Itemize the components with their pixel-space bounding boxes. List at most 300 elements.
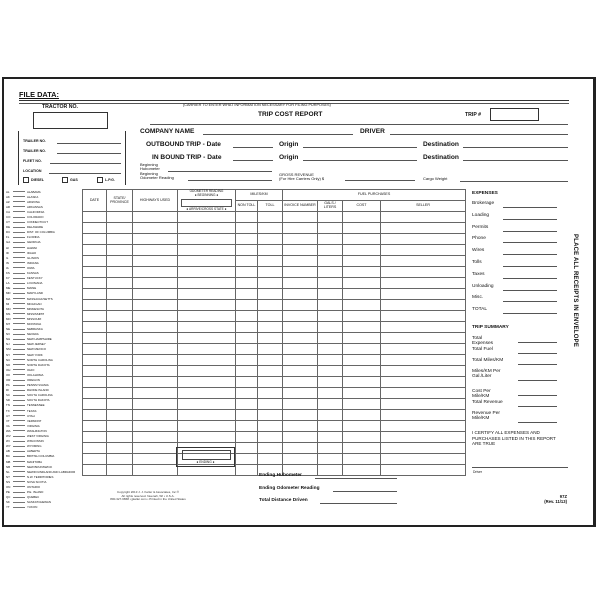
table-cell[interactable] xyxy=(83,344,107,355)
table-cell[interactable] xyxy=(381,443,466,454)
table-cell[interactable] xyxy=(283,245,318,256)
table-cell[interactable] xyxy=(258,289,283,300)
table-cell[interactable] xyxy=(343,355,381,366)
table-cell[interactable] xyxy=(283,289,318,300)
outbound-origin-input[interactable] xyxy=(303,147,417,148)
table-cell[interactable] xyxy=(107,311,133,322)
table-cell[interactable] xyxy=(343,421,381,432)
table-cell[interactable] xyxy=(343,388,381,399)
state-line[interactable] xyxy=(13,308,25,309)
table-cell[interactable] xyxy=(107,465,133,476)
table-cell[interactable] xyxy=(83,234,107,245)
table-cell[interactable] xyxy=(107,278,133,289)
table-cell[interactable] xyxy=(133,289,178,300)
expense-input[interactable] xyxy=(503,231,557,232)
table-cell[interactable] xyxy=(133,300,178,311)
state-line[interactable] xyxy=(13,257,25,258)
table-cell[interactable] xyxy=(283,234,318,245)
state-line[interactable] xyxy=(13,191,25,192)
table-cell[interactable] xyxy=(343,410,381,421)
table-cell[interactable] xyxy=(133,454,178,465)
table-cell[interactable] xyxy=(236,355,258,366)
table-cell[interactable] xyxy=(107,410,133,421)
trailer2-input[interactable] xyxy=(57,153,121,154)
table-cell[interactable] xyxy=(133,212,178,223)
expense-input[interactable] xyxy=(503,278,557,279)
table-cell[interactable] xyxy=(258,245,283,256)
table-cell[interactable] xyxy=(83,256,107,267)
table-cell[interactable] xyxy=(133,278,178,289)
table-cell[interactable] xyxy=(83,223,107,234)
table-cell[interactable] xyxy=(236,399,258,410)
table-cell[interactable] xyxy=(343,223,381,234)
table-cell[interactable] xyxy=(236,388,258,399)
table-cell[interactable] xyxy=(178,245,236,256)
location-input[interactable] xyxy=(49,173,121,174)
table-cell[interactable] xyxy=(236,267,258,278)
table-cell[interactable] xyxy=(381,245,466,256)
table-cell[interactable] xyxy=(178,388,236,399)
table-cell[interactable] xyxy=(83,333,107,344)
table-cell[interactable] xyxy=(258,377,283,388)
table-cell[interactable] xyxy=(258,333,283,344)
table-cell[interactable] xyxy=(318,454,343,465)
state-line[interactable] xyxy=(13,267,25,268)
table-cell[interactable] xyxy=(343,234,381,245)
expense-input[interactable] xyxy=(503,313,557,314)
beg-hub-input[interactable] xyxy=(168,171,272,172)
table-cell[interactable] xyxy=(381,267,466,278)
table-cell[interactable] xyxy=(318,432,343,443)
table-cell[interactable] xyxy=(343,454,381,465)
table-cell[interactable] xyxy=(258,443,283,454)
state-line[interactable] xyxy=(13,507,25,508)
table-cell[interactable] xyxy=(343,322,381,333)
table-cell[interactable] xyxy=(236,300,258,311)
table-cell[interactable] xyxy=(133,256,178,267)
state-line[interactable] xyxy=(13,425,25,426)
expense-input[interactable] xyxy=(503,266,557,267)
table-cell[interactable] xyxy=(318,333,343,344)
table-cell[interactable] xyxy=(133,223,178,234)
table-cell[interactable] xyxy=(381,278,466,289)
driver-input[interactable] xyxy=(390,134,568,135)
table-cell[interactable] xyxy=(381,344,466,355)
table-cell[interactable] xyxy=(283,300,318,311)
table-cell[interactable] xyxy=(178,366,236,377)
table-cell[interactable] xyxy=(133,234,178,245)
table-cell[interactable] xyxy=(178,421,236,432)
table-cell[interactable] xyxy=(236,223,258,234)
table-cell[interactable] xyxy=(381,300,466,311)
table-cell[interactable] xyxy=(133,388,178,399)
state-line[interactable] xyxy=(13,476,25,477)
table-cell[interactable] xyxy=(178,311,236,322)
table-cell[interactable] xyxy=(133,465,178,476)
table-cell[interactable] xyxy=(178,267,236,278)
table-cell[interactable] xyxy=(258,432,283,443)
state-line[interactable] xyxy=(13,334,25,335)
state-line[interactable] xyxy=(13,227,25,228)
table-cell[interactable] xyxy=(107,300,133,311)
table-cell[interactable] xyxy=(133,410,178,421)
table-cell[interactable] xyxy=(133,421,178,432)
table-cell[interactable] xyxy=(258,234,283,245)
table-cell[interactable] xyxy=(258,223,283,234)
state-line[interactable] xyxy=(13,497,25,498)
table-cell[interactable] xyxy=(178,399,236,410)
table-cell[interactable] xyxy=(107,454,133,465)
table-cell[interactable] xyxy=(133,322,178,333)
table-cell[interactable] xyxy=(178,432,236,443)
table-cell[interactable] xyxy=(258,355,283,366)
table-cell[interactable] xyxy=(318,344,343,355)
table-cell[interactable] xyxy=(83,355,107,366)
table-cell[interactable] xyxy=(133,267,178,278)
table-cell[interactable] xyxy=(133,377,178,388)
state-line[interactable] xyxy=(13,492,25,493)
table-cell[interactable] xyxy=(178,410,236,421)
state-line[interactable] xyxy=(13,283,25,284)
table-cell[interactable] xyxy=(107,366,133,377)
table-cell[interactable] xyxy=(283,432,318,443)
table-cell[interactable] xyxy=(318,366,343,377)
table-cell[interactable] xyxy=(381,322,466,333)
table-cell[interactable] xyxy=(236,278,258,289)
table-cell[interactable] xyxy=(381,388,466,399)
table-cell[interactable] xyxy=(283,421,318,432)
table-cell[interactable] xyxy=(343,465,381,476)
total-distance-input[interactable] xyxy=(320,503,397,504)
table-cell[interactable] xyxy=(133,443,178,454)
state-line[interactable] xyxy=(13,364,25,365)
state-line[interactable] xyxy=(13,273,25,274)
table-cell[interactable] xyxy=(133,432,178,443)
state-line[interactable] xyxy=(13,196,25,197)
state-line[interactable] xyxy=(13,211,25,212)
table-cell[interactable] xyxy=(83,300,107,311)
table-cell[interactable] xyxy=(83,432,107,443)
state-line[interactable] xyxy=(13,430,25,431)
table-cell[interactable] xyxy=(83,377,107,388)
table-cell[interactable] xyxy=(133,333,178,344)
state-line[interactable] xyxy=(13,374,25,375)
table-cell[interactable] xyxy=(283,410,318,421)
table-cell[interactable] xyxy=(381,421,466,432)
inbound-destination-input[interactable] xyxy=(463,160,568,161)
expense-input[interactable] xyxy=(503,242,557,243)
table-cell[interactable] xyxy=(318,355,343,366)
state-line[interactable] xyxy=(13,318,25,319)
state-line[interactable] xyxy=(13,436,25,437)
table-cell[interactable] xyxy=(318,267,343,278)
table-cell[interactable] xyxy=(178,300,236,311)
table-cell[interactable] xyxy=(107,443,133,454)
table-cell[interactable] xyxy=(318,256,343,267)
table-cell[interactable] xyxy=(318,421,343,432)
table-cell[interactable] xyxy=(236,212,258,223)
outbound-date-input[interactable] xyxy=(233,147,273,148)
table-cell[interactable] xyxy=(107,245,133,256)
table-cell[interactable] xyxy=(236,256,258,267)
state-line[interactable] xyxy=(13,293,25,294)
table-cell[interactable] xyxy=(236,322,258,333)
table-cell[interactable] xyxy=(381,223,466,234)
table-cell[interactable] xyxy=(107,289,133,300)
driver-signature-input[interactable] xyxy=(472,467,568,468)
table-cell[interactable] xyxy=(381,256,466,267)
table-cell[interactable] xyxy=(318,410,343,421)
table-cell[interactable] xyxy=(258,212,283,223)
state-line[interactable] xyxy=(13,441,25,442)
table-cell[interactable] xyxy=(236,454,258,465)
table-cell[interactable] xyxy=(178,333,236,344)
state-line[interactable] xyxy=(13,481,25,482)
state-line[interactable] xyxy=(13,400,25,401)
table-cell[interactable] xyxy=(236,465,258,476)
state-line[interactable] xyxy=(13,354,25,355)
table-cell[interactable] xyxy=(258,267,283,278)
state-line[interactable] xyxy=(13,486,25,487)
table-cell[interactable] xyxy=(83,410,107,421)
table-cell[interactable] xyxy=(343,212,381,223)
table-cell[interactable] xyxy=(283,333,318,344)
table-cell[interactable] xyxy=(283,377,318,388)
table-cell[interactable] xyxy=(381,311,466,322)
table-cell[interactable] xyxy=(283,366,318,377)
table-cell[interactable] xyxy=(343,300,381,311)
table-cell[interactable] xyxy=(283,454,318,465)
table-cell[interactable] xyxy=(107,377,133,388)
table-cell[interactable] xyxy=(178,355,236,366)
state-line[interactable] xyxy=(13,369,25,370)
gas-checkbox[interactable] xyxy=(62,177,68,183)
table-cell[interactable] xyxy=(107,234,133,245)
table-cell[interactable] xyxy=(343,377,381,388)
ending-odo-input[interactable] xyxy=(333,491,397,492)
state-line[interactable] xyxy=(13,349,25,350)
diesel-checkbox[interactable] xyxy=(23,177,29,183)
table-cell[interactable] xyxy=(236,432,258,443)
table-cell[interactable] xyxy=(318,300,343,311)
state-line[interactable] xyxy=(13,415,25,416)
summary-input[interactable] xyxy=(518,364,557,365)
table-cell[interactable] xyxy=(236,344,258,355)
table-cell[interactable] xyxy=(83,443,107,454)
expense-input[interactable] xyxy=(503,301,557,302)
table-cell[interactable] xyxy=(343,344,381,355)
state-line[interactable] xyxy=(13,242,25,243)
table-cell[interactable] xyxy=(83,399,107,410)
state-line[interactable] xyxy=(13,217,25,218)
table-cell[interactable] xyxy=(258,399,283,410)
table-cell[interactable] xyxy=(258,388,283,399)
table-cell[interactable] xyxy=(258,256,283,267)
table-cell[interactable] xyxy=(83,278,107,289)
table-cell[interactable] xyxy=(83,289,107,300)
table-cell[interactable] xyxy=(107,388,133,399)
state-line[interactable] xyxy=(13,237,25,238)
table-cell[interactable] xyxy=(343,432,381,443)
table-cell[interactable] xyxy=(283,399,318,410)
beg-odo-input[interactable] xyxy=(188,180,272,181)
table-cell[interactable] xyxy=(318,289,343,300)
table-cell[interactable] xyxy=(283,344,318,355)
table-cell[interactable] xyxy=(107,421,133,432)
table-cell[interactable] xyxy=(178,223,236,234)
table-cell[interactable] xyxy=(107,212,133,223)
table-cell[interactable] xyxy=(381,366,466,377)
table-cell[interactable] xyxy=(283,223,318,234)
table-cell[interactable] xyxy=(381,212,466,223)
odometer-beginning-input[interactable] xyxy=(181,199,232,207)
table-cell[interactable] xyxy=(236,377,258,388)
table-cell[interactable] xyxy=(83,388,107,399)
state-line[interactable] xyxy=(13,339,25,340)
table-cell[interactable] xyxy=(236,234,258,245)
table-cell[interactable] xyxy=(318,443,343,454)
state-line[interactable] xyxy=(13,344,25,345)
table-cell[interactable] xyxy=(258,410,283,421)
table-cell[interactable] xyxy=(83,267,107,278)
table-cell[interactable] xyxy=(107,223,133,234)
cargo-weight-input[interactable] xyxy=(460,181,568,182)
state-line[interactable] xyxy=(13,446,25,447)
summary-input[interactable] xyxy=(518,395,557,396)
state-line[interactable] xyxy=(13,395,25,396)
state-line[interactable] xyxy=(13,502,25,503)
lpg-checkbox[interactable] xyxy=(97,177,103,183)
table-cell[interactable] xyxy=(83,454,107,465)
fleet-input[interactable] xyxy=(50,163,121,164)
table-cell[interactable] xyxy=(283,278,318,289)
state-line[interactable] xyxy=(13,420,25,421)
table-cell[interactable] xyxy=(107,322,133,333)
table-cell[interactable] xyxy=(133,311,178,322)
table-cell[interactable] xyxy=(107,344,133,355)
table-cell[interactable] xyxy=(343,333,381,344)
state-line[interactable] xyxy=(13,262,25,263)
table-cell[interactable] xyxy=(283,355,318,366)
table-cell[interactable] xyxy=(343,399,381,410)
inbound-origin-input[interactable] xyxy=(303,160,417,161)
summary-input[interactable] xyxy=(518,342,557,343)
table-cell[interactable] xyxy=(343,311,381,322)
table-cell[interactable] xyxy=(83,212,107,223)
summary-input[interactable] xyxy=(518,380,557,381)
table-cell[interactable] xyxy=(83,245,107,256)
table-cell[interactable] xyxy=(258,366,283,377)
table-cell[interactable] xyxy=(178,278,236,289)
table-cell[interactable] xyxy=(83,421,107,432)
table-cell[interactable] xyxy=(236,366,258,377)
state-line[interactable] xyxy=(13,461,25,462)
ending-hub-input[interactable] xyxy=(315,478,397,479)
table-cell[interactable] xyxy=(258,322,283,333)
trip-no-input[interactable] xyxy=(490,108,539,121)
table-cell[interactable] xyxy=(107,333,133,344)
state-line[interactable] xyxy=(13,303,25,304)
table-cell[interactable] xyxy=(107,256,133,267)
outbound-destination-input[interactable] xyxy=(463,147,568,148)
table-cell[interactable] xyxy=(133,366,178,377)
table-cell[interactable] xyxy=(381,399,466,410)
table-cell[interactable] xyxy=(343,278,381,289)
table-cell[interactable] xyxy=(318,245,343,256)
state-line[interactable] xyxy=(13,252,25,253)
state-line[interactable] xyxy=(13,385,25,386)
table-cell[interactable] xyxy=(283,256,318,267)
table-cell[interactable] xyxy=(236,333,258,344)
table-cell[interactable] xyxy=(318,234,343,245)
state-line[interactable] xyxy=(13,471,25,472)
table-cell[interactable] xyxy=(178,234,236,245)
table-cell[interactable] xyxy=(133,344,178,355)
table-cell[interactable] xyxy=(318,322,343,333)
ending-odometer-input[interactable] xyxy=(182,450,231,460)
table-cell[interactable] xyxy=(381,377,466,388)
table-cell[interactable] xyxy=(318,278,343,289)
table-cell[interactable] xyxy=(381,432,466,443)
table-cell[interactable] xyxy=(318,388,343,399)
state-line[interactable] xyxy=(13,410,25,411)
table-cell[interactable] xyxy=(381,355,466,366)
table-cell[interactable] xyxy=(178,322,236,333)
table-cell[interactable] xyxy=(83,311,107,322)
table-cell[interactable] xyxy=(258,300,283,311)
table-cell[interactable] xyxy=(83,465,107,476)
diesel-option[interactable] xyxy=(23,177,44,183)
table-cell[interactable] xyxy=(283,267,318,278)
table-cell[interactable] xyxy=(178,289,236,300)
table-cell[interactable] xyxy=(381,289,466,300)
table-cell[interactable] xyxy=(318,377,343,388)
state-line[interactable] xyxy=(13,329,25,330)
table-cell[interactable] xyxy=(258,278,283,289)
summary-input[interactable] xyxy=(518,406,557,407)
lpg-option[interactable] xyxy=(97,177,115,183)
table-cell[interactable] xyxy=(178,256,236,267)
table-cell[interactable] xyxy=(381,410,466,421)
expense-input[interactable] xyxy=(503,207,557,208)
state-line[interactable] xyxy=(13,232,25,233)
table-cell[interactable] xyxy=(343,366,381,377)
state-line[interactable] xyxy=(13,201,25,202)
table-cell[interactable] xyxy=(343,267,381,278)
summary-input[interactable] xyxy=(518,353,557,354)
state-line[interactable] xyxy=(13,466,25,467)
table-cell[interactable] xyxy=(381,465,466,476)
table-cell[interactable] xyxy=(318,311,343,322)
table-cell[interactable] xyxy=(83,366,107,377)
table-cell[interactable] xyxy=(343,443,381,454)
table-cell[interactable] xyxy=(283,322,318,333)
table-cell[interactable] xyxy=(381,454,466,465)
state-line[interactable] xyxy=(13,323,25,324)
table-cell[interactable] xyxy=(258,454,283,465)
table-cell[interactable] xyxy=(107,267,133,278)
table-cell[interactable] xyxy=(283,388,318,399)
table-cell[interactable] xyxy=(236,443,258,454)
table-cell[interactable] xyxy=(258,311,283,322)
table-cell[interactable] xyxy=(236,311,258,322)
table-cell[interactable] xyxy=(178,212,236,223)
table-cell[interactable] xyxy=(381,234,466,245)
table-cell[interactable] xyxy=(283,443,318,454)
table-cell[interactable] xyxy=(283,311,318,322)
state-line[interactable] xyxy=(13,359,25,360)
table-cell[interactable] xyxy=(381,333,466,344)
